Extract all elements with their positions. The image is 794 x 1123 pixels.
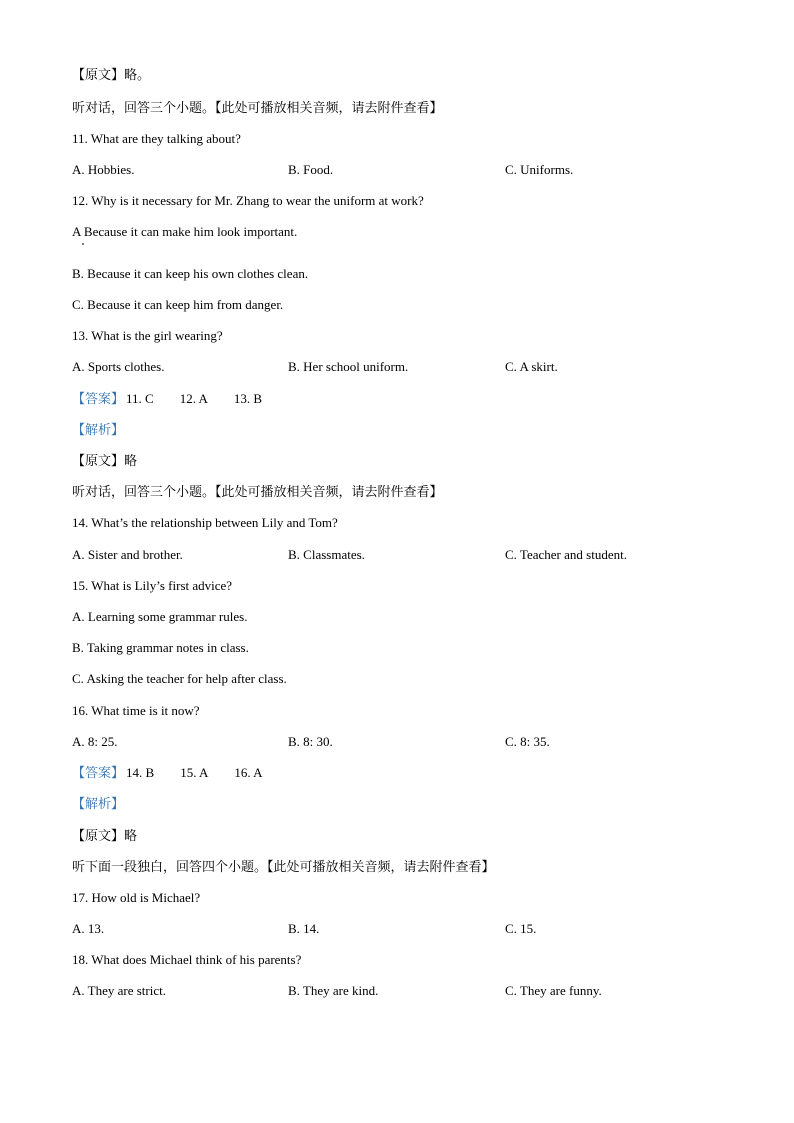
answer-14: 14. B [126, 765, 155, 780]
q13-option-a: A. Sports clothes. [72, 359, 165, 374]
question-17: 17. How old is Michael? [72, 890, 201, 905]
instruction-line [72, 100, 443, 117]
q18-option-a: A. They are strict. [72, 983, 166, 998]
q17-option-c: C. 15. [505, 921, 537, 936]
answer-11: 11. C [126, 391, 154, 406]
original-label: 【原文】 [72, 454, 125, 469]
q14-option-a: A. Sister and brother. [72, 547, 183, 562]
question-14: 14. What’s the relationship between Lily and Tom? [72, 515, 338, 530]
question-15: 15. What is Lily’s first advice? [72, 578, 233, 593]
answer-line-1 [72, 391, 262, 408]
q14-option-b: B. Classmates. [288, 547, 365, 562]
instruction-line-2 [72, 484, 443, 501]
analysis-label-1: 【解析】 [72, 423, 125, 438]
answer-13: 13. B [233, 391, 263, 406]
q13-option-c: C. A skirt. [505, 359, 558, 374]
original-label: 【原文】 [72, 829, 125, 844]
original-text-line-3 [72, 828, 137, 845]
question-12: 12. Why is it necessary for Mr. Zhang to wear the uniform at work? [72, 193, 424, 208]
question-11: 11. What are they talking about? [72, 131, 241, 146]
audio-note: 【此处可播放相关音频，请去附件查看】 [215, 101, 443, 116]
q11-option-a: A. Hobbies. [72, 162, 135, 177]
audio-note: 【此处可播放相关音频，请去附件查看】 [267, 860, 495, 875]
instruction-line-3 [72, 859, 495, 876]
question-16: 16. What time is it now? [72, 703, 200, 718]
answer-16: 16. A [234, 765, 263, 780]
q16-option-c: C. 8: 35. [505, 734, 550, 749]
q15-option-a: A. Learning some grammar rules. [72, 609, 248, 624]
q13-option-b: B. Her school uniform. [288, 359, 409, 374]
q18-option-c: C. They are funny. [505, 983, 602, 998]
q17-option-b: B. 14. [288, 921, 320, 936]
instruction-text: 听对话，回答三个小题。 [72, 485, 216, 500]
answer-label: 【答案】 [72, 766, 125, 781]
q11-option-c: C. Uniforms. [505, 162, 574, 177]
original-text-line [72, 67, 150, 84]
original-text: 略 [124, 454, 138, 469]
original-text-line-2 [72, 453, 137, 470]
answer-label: 【答案】 [72, 392, 125, 407]
q12-option-a: A Because it can make him look important. [72, 224, 298, 239]
instruction-text: 听对话，回答三个小题。 [72, 101, 216, 116]
q15-option-c: C. Asking the teacher for help after class. [72, 671, 287, 686]
q11-option-b: B. Food. [288, 162, 334, 177]
answer-15: 15. A [180, 765, 209, 780]
stray-dot-mark [82, 243, 84, 245]
q17-option-a: A. 13. [72, 921, 105, 936]
q16-option-b: B. 8: 30. [288, 734, 333, 749]
original-text: 略。 [124, 68, 151, 83]
original-label: 【原文】 [72, 68, 125, 83]
original-text: 略 [124, 829, 138, 844]
analysis-label-2: 【解析】 [72, 797, 125, 812]
question-13: 13. What is the girl wearing? [72, 328, 223, 343]
q16-option-a: A. 8: 25. [72, 734, 118, 749]
audio-note: 【此处可播放相关音频，请去附件查看】 [215, 485, 443, 500]
answer-line-2 [72, 765, 263, 782]
question-18: 18. What does Michael think of his parents? [72, 952, 302, 967]
instruction-text: 听下面一段独白，回答四个小题。 [72, 860, 268, 875]
q14-option-c: C. Teacher and student. [505, 547, 627, 562]
answer-12: 12. A [179, 391, 208, 406]
q18-option-b: B. They are kind. [288, 983, 379, 998]
q15-option-b: B. Taking grammar notes in class. [72, 640, 249, 655]
q12-option-c: C. Because it can keep him from danger. [72, 297, 284, 312]
q12-option-b: B. Because it can keep his own clothes clean. [72, 266, 309, 281]
